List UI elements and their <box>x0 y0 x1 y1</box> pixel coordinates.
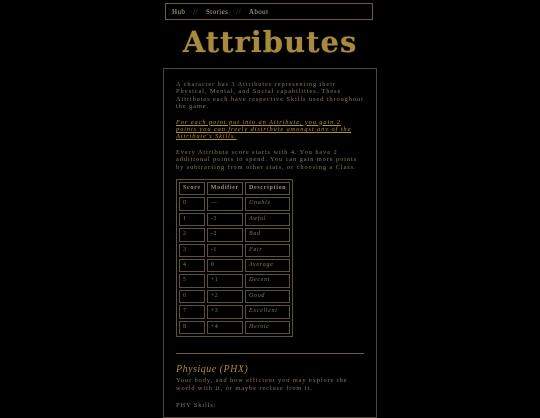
table-row <box>179 259 290 272</box>
modifier-cell: -2 <box>207 228 243 241</box>
starting-score-paragraph: Every Attribute score starts with 4. You have 2 additional points to spend. You can gain more points by subtracting from other stats, or choosing a Class. <box>176 148 357 171</box>
physique-description: Your body, and how efficient you may explore the world with it, or maybe recluse from it. <box>176 377 348 392</box>
top-nav <box>165 3 373 20</box>
section-divider <box>176 353 364 354</box>
modifier-cell: -3 <box>207 213 243 226</box>
nav-link-about[interactable]: About <box>248 7 269 16</box>
nav-separator: // <box>236 7 241 16</box>
table-row <box>179 321 290 334</box>
attribute-score-table <box>176 179 293 337</box>
page-title: Attributes <box>182 25 358 59</box>
modifier-cell: +3 <box>207 305 243 318</box>
score-cell: 6 <box>179 290 205 303</box>
score-cell: 0 <box>179 197 205 210</box>
table-row <box>179 244 290 257</box>
modifier-cell: -1 <box>207 244 243 257</box>
nav-separator: // <box>193 7 198 16</box>
modifier-cell: — <box>207 197 243 210</box>
table-row <box>179 274 290 287</box>
modifier-cell: +2 <box>207 290 243 303</box>
description-cell: Bad <box>245 228 290 241</box>
description-cell: Decent <box>245 274 290 287</box>
content-panel <box>163 68 377 418</box>
description-cell: Unable <box>245 197 290 210</box>
table-header-row <box>179 182 290 195</box>
table-row <box>179 213 290 226</box>
modifier-cell: 0 <box>207 259 243 272</box>
score-cell: 8 <box>179 321 205 334</box>
intro-paragraph: A character has 3 Attributes representing their Physical, Mental, and Social capabilities. These Attributes each have respective Skills used throughout the game. <box>176 81 364 111</box>
score-cell: 7 <box>179 305 205 318</box>
description-cell: Good <box>245 290 290 303</box>
physique-skills-label: PHY Skills: <box>176 402 217 410</box>
score-cell: 1 <box>179 213 205 226</box>
description-cell: Average <box>245 259 290 272</box>
table-row <box>179 305 290 318</box>
score-cell: 3 <box>179 244 205 257</box>
score-cell: 4 <box>179 259 205 272</box>
modifier-cell: +1 <box>207 274 243 287</box>
modifier-cell: +4 <box>207 321 243 334</box>
table-row <box>179 228 290 241</box>
column-header-modifier: Modifier <box>207 182 243 195</box>
table-row <box>179 290 290 303</box>
score-cell: 2 <box>179 228 205 241</box>
description-cell: Awful <box>245 213 290 226</box>
score-cell: 5 <box>179 274 205 287</box>
nav-link-stories[interactable]: Stories <box>205 7 229 16</box>
description-cell: Fair <box>245 244 290 257</box>
description-cell: Heroic <box>245 321 290 334</box>
description-cell: Excellent <box>245 305 290 318</box>
column-header-description: Description <box>245 182 290 195</box>
nav-link-hub[interactable]: Hub <box>172 7 186 16</box>
table-row <box>179 197 290 210</box>
attribute-points-link[interactable]: For each point put into an Attribute, you gain 2 points you can freely distribute amongst any of the Attribute's Skills. <box>176 118 352 141</box>
physique-heading: Physique (PHX) <box>176 363 249 375</box>
column-header-score: Score <box>179 182 205 195</box>
